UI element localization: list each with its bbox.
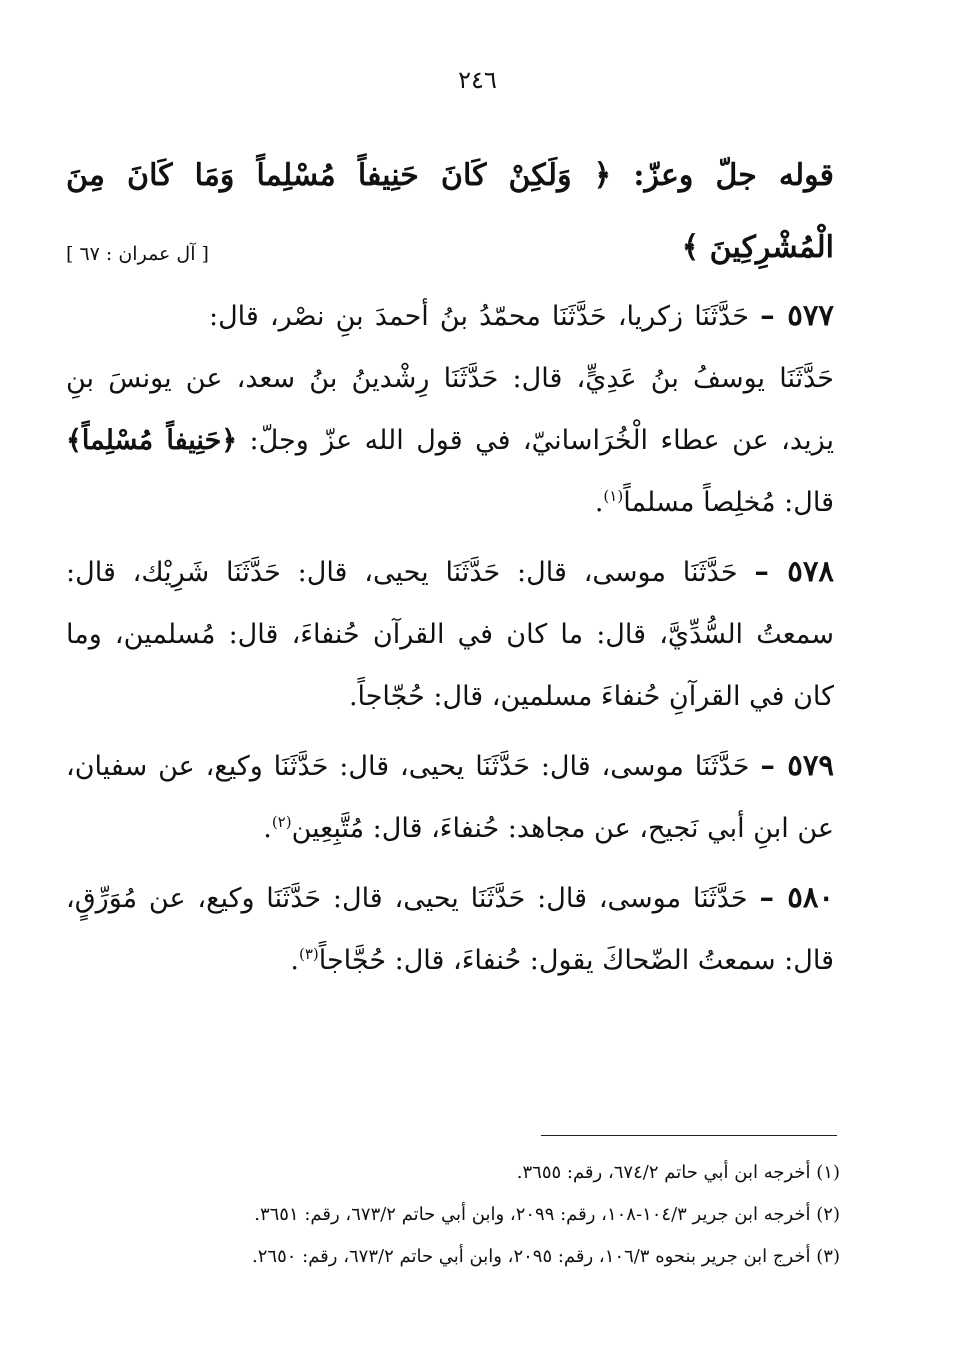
- entry-end: .: [290, 945, 299, 976]
- hadith-entry-578: [66, 540, 834, 728]
- entry-number: ٥٧٨ –: [754, 554, 834, 588]
- quran-quote: ﴿حَنِيفاً مُسْلِماً﴾: [66, 425, 238, 456]
- footnote-divider: [541, 1135, 837, 1136]
- footnote-marker: (٢): [271, 813, 292, 831]
- verse-heading-text: قوله جلّ وعزّ: ﴿ وَلَكِنْ كَانَ حَنِيفاً مُسْلِماً وَمَا كَانَ مِنَ الْمُشْرِكِينَ ﴾: [66, 158, 834, 265]
- hadith-entry-580: [66, 866, 834, 992]
- main-text: [66, 140, 834, 998]
- page-number: ٢٤٦: [458, 66, 497, 94]
- footnote-1: (١) أخرجه ابن أبي حاتم ٦٧٤/٢، رقم: ٣٦٥٥.: [516, 1162, 840, 1183]
- entry-text: حَدَّثَنَا زكريا، حَدَّثَنَا محمّدُ بنُ أحمدَ بنِ نصْر، قال: حَدَّثَنَا يوسفُ بنُ عَدِيٍّ، قال: حَدَّثَنَا رِشْدينُ بنُ سعد، عن يونسَ بنِ يزيد، عن عطاء الْخُرَاسانيّ، في قول الله عزّ وجلّ:: [66, 301, 834, 456]
- entry-end: .: [594, 487, 604, 518]
- entry-end: .: [263, 813, 272, 844]
- entry-number: ٥٧٧ –: [760, 298, 834, 332]
- hadith-entry-577: [66, 284, 834, 534]
- footnote-marker: (١): [603, 487, 624, 505]
- footnotes: [66, 1152, 840, 1278]
- entry-text: حَدَّثَنَا موسى، قال: حَدَّثَنَا يحيى، قال: حَدَّثَنَا وكيع، عن سفيان، عن ابنِ أبي نَجيح، عن مجاهد: حُنفاءَ، قال: مُتَّبِعِين: [66, 751, 834, 844]
- footnote-marker: (٣): [298, 945, 319, 963]
- verse-reference: [ آل عمران : ٦٧ ]: [66, 243, 209, 265]
- entry-number: ٥٧٩ –: [760, 748, 834, 782]
- hadith-entry-579: [66, 734, 834, 860]
- entry-text-continued: قال: مُخلِصاً مسلماً: [623, 487, 834, 518]
- verse-heading: [66, 140, 834, 284]
- footnote-2: (٢) أخرجه ابن جرير ١٠٤/٣-١٠٨، رقم: ٢٠٩٩، وابن أبي حاتم ٦٧٣/٢، رقم: ٣٦٥١.: [254, 1204, 840, 1225]
- entry-text: حَدَّثَنَا موسى، قال: حَدَّثَنَا يحيى، قال: حَدَّثَنَا وكيع، عن مُوَرِّقٍ، قال: سمعتُ الضّحاكَ يقول: حُنفاءَ، قال: حُجَّاجاً: [66, 883, 834, 976]
- entry-number: ٥٨٠ –: [759, 880, 834, 914]
- entry-text: حَدَّثَنَا موسى، قال: حَدَّثَنَا يحيى، قال: حَدَّثَنَا شَرِيْك، قال: سمعتُ السُّدِّيَّ، قال: ما كان في القرآن حُنفاءَ، قال: مُسلمين، وما كان في القرآنِ حُنفاءَ مسلمين، قال: حُجّاجاً.: [66, 557, 834, 712]
- footnote-3: (٣) أخرج ابن جرير بنحوه ١٠٦/٣، رقم: ٢٠٩٥، وابن أبي حاتم ٦٧٣/٢، رقم: ٢٦٥٠.: [252, 1246, 840, 1267]
